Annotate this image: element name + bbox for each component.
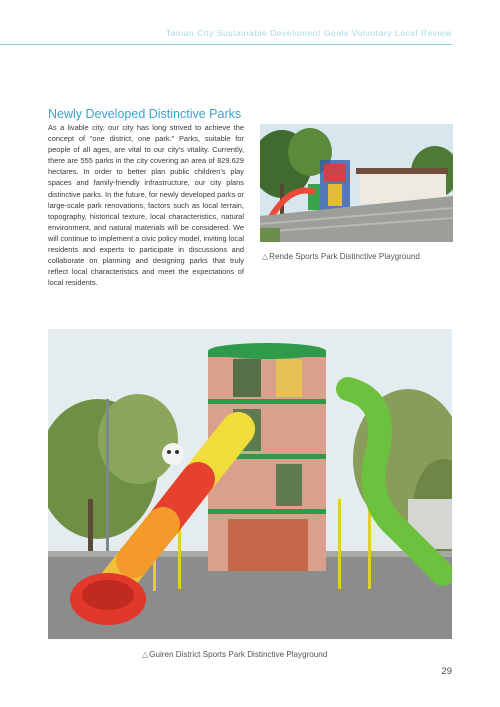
running-header: Tainan City Sustainable Develoment Goals Voluntary Local Review — [165, 28, 452, 38]
photo2-caption — [142, 650, 327, 659]
guiren-playground-photo — [48, 329, 452, 639]
header-rule — [0, 44, 452, 45]
photo1-caption — [262, 252, 420, 261]
body-paragraph: As a livable city, our city has long strived to achieve the concept of “one district, one park.” Parks, suitable for people of all ages, are vital to our city’s vitality. Currently, there are 555 parks in the city covering an area of 829.629 hectares. In order to better plan public children’s play spaces and family-friendly infrastructure, our city plans distinctive parks. In the future, for newly developed parks or large-scale park renovations, factors such as local terrain, topography, historical texture, local characteristics, natural environment, and natural materials will be considered. We will continue to implement a civic policy model, inviting local residents and experts to participate in discussions and collaborate on planning and designing parks that truly reflect local characteristics and meet the expectations of local residents. — [48, 123, 244, 288]
photo2-caption-text: Guiren District Sports Park Distinctive Playground — [149, 650, 328, 659]
triangle-icon: △ — [142, 650, 149, 659]
triangle-icon: △ — [262, 252, 269, 261]
rende-playground-photo — [260, 124, 453, 242]
page-number: 29 — [441, 666, 452, 677]
section-heading: Newly Developed Distinctive Parks — [48, 107, 242, 121]
photo1-caption-text: Rende Sports Park Distinctive Playground — [269, 252, 420, 261]
